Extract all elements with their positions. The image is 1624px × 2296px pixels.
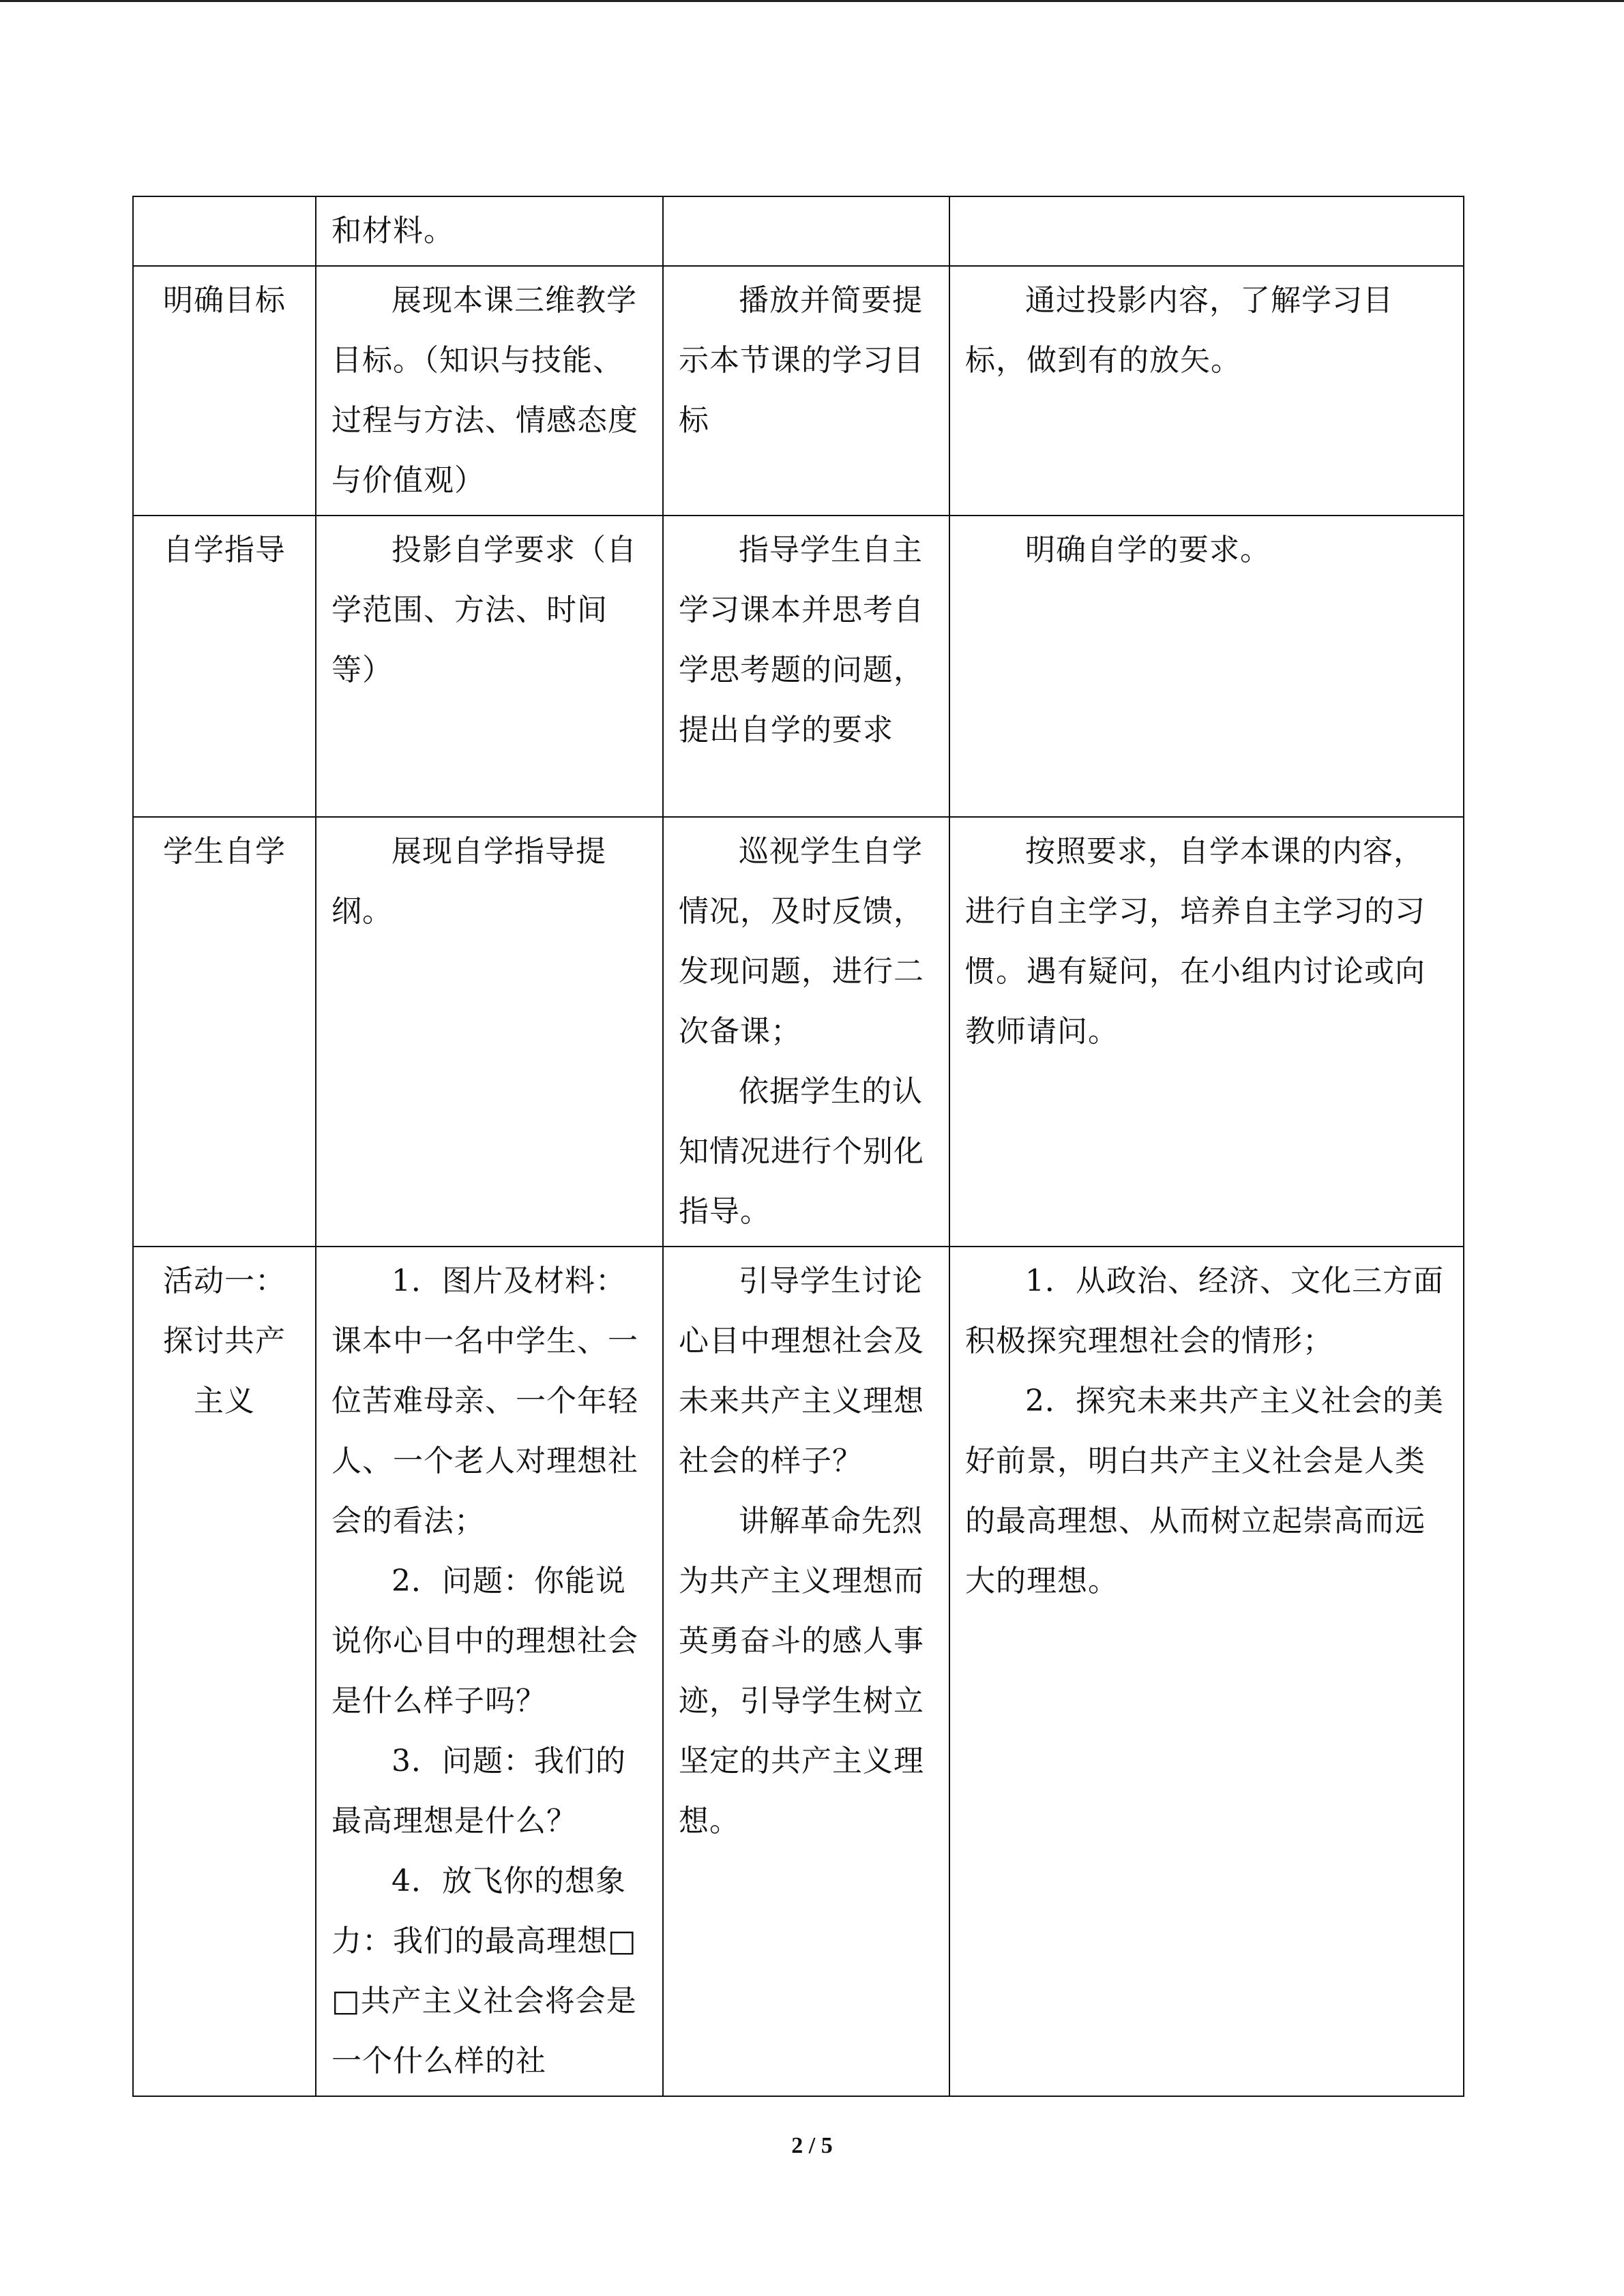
table-row bbox=[133, 1247, 1464, 2096]
table-row bbox=[133, 516, 1464, 817]
step-cell bbox=[133, 1247, 316, 2096]
step-label: 活动一：探讨共产主义 bbox=[163, 1264, 286, 1418]
top-border-line bbox=[0, 0, 1624, 2]
teacher-cell bbox=[663, 266, 949, 516]
student-cell bbox=[949, 266, 1464, 516]
teacher-cell bbox=[663, 196, 949, 266]
teacher-cell bbox=[663, 1247, 949, 2096]
teacher-paragraph: 播放并简要提示本节课的学习目标 bbox=[679, 283, 924, 438]
step-label: 明确目标 bbox=[163, 283, 286, 318]
table-row bbox=[133, 817, 1464, 1247]
student-paragraph: 明确自学的要求。 bbox=[1025, 533, 1271, 567]
content-paragraph: 4．放飞你的想象力：我们的最高理想□□共产主义社会将会是一个什么样的社 bbox=[331, 1864, 637, 2078]
content-paragraph: 和材料。 bbox=[331, 213, 454, 248]
step-cell bbox=[133, 266, 316, 516]
teacher-cell bbox=[663, 817, 949, 1247]
content-cell bbox=[316, 1247, 663, 2096]
student-cell bbox=[949, 817, 1464, 1247]
content-cell bbox=[316, 266, 663, 516]
teacher-cell bbox=[663, 516, 949, 817]
content-paragraph: 1．图片及材料：课本中一名中学生、一位苦难母亲、一个年轻人、一个老人对理想社会的看法； bbox=[331, 1264, 638, 1538]
teacher-paragraph: 引导学生讨论心目中理想社会及未来共产主义理想社会的样子？ bbox=[679, 1264, 924, 1478]
student-paragraph: 通过投影内容，了解学习目标，做到有的放矢。 bbox=[965, 283, 1393, 378]
step-label: 自学指导 bbox=[163, 533, 286, 567]
table-row bbox=[133, 266, 1464, 516]
teacher-paragraph: 讲解革命先烈为共产主义理想而英勇奋斗的感人事迹，引导学生树立坚定的共产主义理想。 bbox=[679, 1504, 924, 1838]
content-paragraph: 3．问题：我们的最高理想是什么？ bbox=[331, 1744, 626, 1838]
content-cell bbox=[316, 817, 663, 1247]
teacher-paragraph: 巡视学生自学情况，及时反馈，发现问题，进行二次备课； bbox=[679, 834, 924, 1049]
step-cell bbox=[133, 196, 316, 266]
step-cell bbox=[133, 516, 316, 817]
content-paragraph: 2．问题：你能说说你心目中的理想社会是什么样子吗？ bbox=[331, 1564, 638, 1718]
student-cell bbox=[949, 516, 1464, 817]
page-number: 2 / 5 bbox=[791, 2133, 833, 2158]
lesson-plan-table bbox=[132, 196, 1464, 2097]
content-cell bbox=[316, 196, 663, 266]
content-cell bbox=[316, 516, 663, 817]
student-cell bbox=[949, 196, 1464, 266]
content-paragraph: 展现本课三维教学目标。（知识与技能、过程与方法、情感态度与价值观） bbox=[331, 283, 638, 498]
student-paragraph: 1．从政治、经济、文化三方面积极探究理想社会的情形； bbox=[965, 1264, 1444, 1358]
student-paragraph: 按照要求，自学本课的内容，进行自主学习，培养自主学习的习惯。遇有疑问，在小组内讨论或向教师请问。 bbox=[965, 834, 1426, 1049]
student-paragraph: 2．探究未来共产主义社会的美好前景，明白共产主义社会是人类的最高理想、从而树立起崇高而远大的理想。 bbox=[965, 1384, 1444, 1598]
teacher-paragraph: 依据学生的认知情况进行个别化指导。 bbox=[679, 1074, 924, 1229]
table-row bbox=[133, 196, 1464, 266]
content-paragraph: 投影自学要求（自学范围、方法、时间等） bbox=[331, 533, 637, 687]
step-cell bbox=[133, 817, 316, 1247]
content-paragraph: 展现自学指导提纲。 bbox=[331, 834, 606, 929]
teacher-paragraph: 指导学生自主学习课本并思考自学思考题的问题，提出自学的要求 bbox=[679, 533, 924, 747]
student-cell bbox=[949, 1247, 1464, 2096]
step-label: 学生自学 bbox=[163, 834, 286, 869]
